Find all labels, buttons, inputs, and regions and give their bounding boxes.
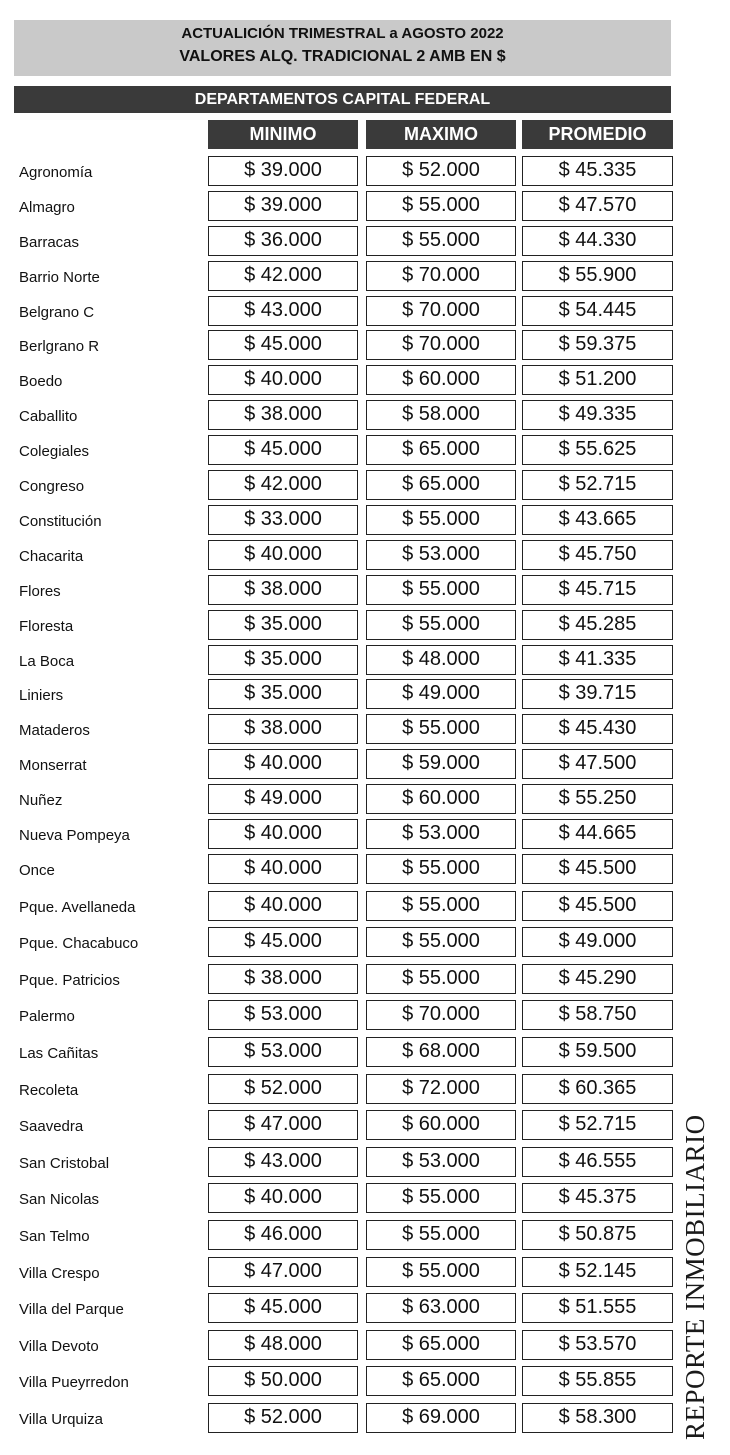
max-value-cell: $ 55.000 [366,1220,516,1250]
avg-value-cell: $ 52.715 [522,1110,673,1140]
max-value-cell: $ 55.000 [366,1183,516,1213]
min-value-cell: $ 53.000 [208,1037,358,1067]
max-value-cell: $ 55.000 [366,505,516,535]
min-value-cell: $ 38.000 [208,714,358,744]
min-value-cell: $ 40.000 [208,854,358,884]
min-value-cell: $ 40.000 [208,891,358,921]
min-value-cell: $ 35.000 [208,610,358,640]
avg-value-cell: $ 45.715 [522,575,673,605]
max-value-cell: $ 65.000 [366,1366,516,1396]
avg-value-cell: $ 45.375 [522,1183,673,1213]
min-value-cell: $ 46.000 [208,1220,358,1250]
neighborhood-name: Villa Devoto [19,1338,99,1355]
avg-value-cell: $ 55.855 [522,1366,673,1396]
neighborhood-name: Palermo [19,1008,75,1025]
table-row [0,854,690,884]
column-header-min: MINIMO [208,120,358,149]
table-row [0,191,690,221]
avg-value-cell: $ 45.335 [522,156,673,186]
avg-value-cell: $ 45.750 [522,540,673,570]
table-row [0,330,690,360]
table-row [0,1037,690,1067]
avg-value-cell: $ 59.500 [522,1037,673,1067]
min-value-cell: $ 40.000 [208,540,358,570]
table-row [0,1293,690,1323]
min-value-cell: $ 35.000 [208,679,358,709]
table-row [0,964,690,994]
avg-value-cell: $ 44.665 [522,819,673,849]
min-value-cell: $ 35.000 [208,645,358,675]
neighborhood-name: Villa Urquiza [19,1411,103,1428]
table-row [0,400,690,430]
avg-value-cell: $ 41.335 [522,645,673,675]
column-header-max: MAXIMO [366,120,516,149]
min-value-cell: $ 53.000 [208,1000,358,1030]
table-row [0,575,690,605]
avg-value-cell: $ 59.375 [522,330,673,360]
avg-value-cell: $ 45.500 [522,854,673,884]
neighborhood-name: Floresta [19,618,74,635]
max-value-cell: $ 55.000 [366,964,516,994]
neighborhood-name: Nuñez [19,792,63,809]
max-value-cell: $ 70.000 [366,330,516,360]
max-value-cell: $ 70.000 [366,261,516,291]
avg-value-cell: $ 47.500 [522,749,673,779]
table-row [0,505,690,535]
avg-value-cell: $ 44.330 [522,226,673,256]
max-value-cell: $ 65.000 [366,435,516,465]
avg-value-cell: $ 46.555 [522,1147,673,1177]
table-row [0,784,690,814]
table-row [0,927,690,957]
neighborhood-name: Chacarita [19,548,84,565]
neighborhood-name: Villa Crespo [19,1265,100,1282]
max-value-cell: $ 55.000 [366,891,516,921]
neighborhood-name: Barrio Norte [19,269,100,286]
max-value-cell: $ 48.000 [366,645,516,675]
min-value-cell: $ 40.000 [208,365,358,395]
max-value-cell: $ 53.000 [366,540,516,570]
max-value-cell: $ 65.000 [366,1330,516,1360]
max-value-cell: $ 55.000 [366,854,516,884]
table-row [0,645,690,675]
avg-value-cell: $ 52.715 [522,470,673,500]
min-value-cell: $ 47.000 [208,1110,358,1140]
avg-value-cell: $ 45.285 [522,610,673,640]
avg-value-cell: $ 50.875 [522,1220,673,1250]
min-value-cell: $ 43.000 [208,1147,358,1177]
min-value-cell: $ 38.000 [208,964,358,994]
max-value-cell: $ 55.000 [366,575,516,605]
min-value-cell: $ 40.000 [208,819,358,849]
min-value-cell: $ 45.000 [208,927,358,957]
avg-value-cell: $ 58.750 [522,1000,673,1030]
table-row [0,296,690,326]
max-value-cell: $ 55.000 [366,714,516,744]
avg-value-cell: $ 60.365 [522,1074,673,1104]
neighborhood-name: Pque. Avellaneda [19,899,136,916]
neighborhood-name: Almagro [19,199,75,216]
min-value-cell: $ 43.000 [208,296,358,326]
min-value-cell: $ 36.000 [208,226,358,256]
max-value-cell: $ 65.000 [366,470,516,500]
table-row [0,1220,690,1250]
avg-value-cell: $ 52.145 [522,1257,673,1287]
min-value-cell: $ 48.000 [208,1330,358,1360]
neighborhood-name: Nueva Pompeya [19,827,130,844]
neighborhood-name: Caballito [19,408,78,425]
neighborhood-name: Barracas [19,234,80,251]
avg-value-cell: $ 45.290 [522,964,673,994]
neighborhood-name: Constitución [19,513,102,530]
neighborhood-name: Once [19,862,55,879]
max-value-cell: $ 72.000 [366,1074,516,1104]
avg-value-cell: $ 45.500 [522,891,673,921]
min-value-cell: $ 52.000 [208,1074,358,1104]
avg-value-cell: $ 58.300 [522,1403,673,1433]
min-value-cell: $ 50.000 [208,1366,358,1396]
max-value-cell: $ 70.000 [366,1000,516,1030]
table-row [0,156,690,186]
table-row [0,435,690,465]
neighborhood-name: Recoleta [19,1082,79,1099]
section-banner: DEPARTAMENTOS CAPITAL FEDERAL [14,86,671,113]
min-value-cell: $ 39.000 [208,191,358,221]
max-value-cell: $ 52.000 [366,156,516,186]
min-value-cell: $ 45.000 [208,330,358,360]
max-value-cell: $ 59.000 [366,749,516,779]
max-value-cell: $ 55.000 [366,191,516,221]
table-row [0,365,690,395]
neighborhood-name: Villa Pueyrredon [19,1374,129,1391]
avg-value-cell: $ 49.000 [522,927,673,957]
neighborhood-name: Monserrat [19,757,87,774]
table-row [0,1403,690,1433]
neighborhood-name: San Nicolas [19,1191,100,1208]
column-header-avg: PROMEDIO [522,120,673,149]
max-value-cell: $ 55.000 [366,610,516,640]
watermark: REPORTE INMOBILIARIO [680,1114,710,1440]
max-value-cell: $ 63.000 [366,1293,516,1323]
max-value-cell: $ 55.000 [366,1257,516,1287]
neighborhood-name: Berlgrano R [19,338,100,355]
avg-value-cell: $ 53.570 [522,1330,673,1360]
neighborhood-name: Colegiales [19,443,90,460]
neighborhood-name: San Telmo [19,1228,90,1245]
avg-value-cell: $ 51.200 [522,365,673,395]
avg-value-cell: $ 51.555 [522,1293,673,1323]
max-value-cell: $ 60.000 [366,1110,516,1140]
table-row [0,891,690,921]
max-value-cell: $ 60.000 [366,365,516,395]
neighborhood-name: Pque. Chacabuco [19,935,139,952]
neighborhood-name: Agronomía [19,164,93,181]
table-row [0,470,690,500]
min-value-cell: $ 45.000 [208,435,358,465]
min-value-cell: $ 42.000 [208,261,358,291]
table-row [0,1330,690,1360]
table-row [0,749,690,779]
min-value-cell: $ 45.000 [208,1293,358,1323]
min-value-cell: $ 47.000 [208,1257,358,1287]
table-row [0,1147,690,1177]
table-row [0,1366,690,1396]
min-value-cell: $ 38.000 [208,575,358,605]
min-value-cell: $ 40.000 [208,749,358,779]
min-value-cell: $ 38.000 [208,400,358,430]
table-row [0,261,690,291]
avg-value-cell: $ 55.900 [522,261,673,291]
max-value-cell: $ 53.000 [366,1147,516,1177]
avg-value-cell: $ 49.335 [522,400,673,430]
avg-value-cell: $ 54.445 [522,296,673,326]
neighborhood-name: Mataderos [19,722,90,739]
avg-value-cell: $ 39.715 [522,679,673,709]
neighborhood-name: Liniers [19,687,64,704]
neighborhood-name: Congreso [19,478,85,495]
report-title-line2: VALORES ALQ. TRADICIONAL 2 AMB EN $ [179,48,506,65]
neighborhood-name: La Boca [19,653,75,670]
table-row [0,226,690,256]
table-row [0,1257,690,1287]
neighborhood-name: Flores [19,583,61,600]
min-value-cell: $ 39.000 [208,156,358,186]
neighborhood-name: San Cristobal [19,1155,110,1172]
avg-value-cell: $ 43.665 [522,505,673,535]
table-row [0,819,690,849]
neighborhood-name: Boedo [19,373,63,390]
table-row [0,540,690,570]
max-value-cell: $ 69.000 [366,1403,516,1433]
table-row [0,1074,690,1104]
avg-value-cell: $ 55.625 [522,435,673,465]
table-row [0,1183,690,1213]
table-row [0,714,690,744]
min-value-cell: $ 40.000 [208,1183,358,1213]
max-value-cell: $ 58.000 [366,400,516,430]
max-value-cell: $ 68.000 [366,1037,516,1067]
min-value-cell: $ 52.000 [208,1403,358,1433]
table-row [0,1110,690,1140]
max-value-cell: $ 55.000 [366,927,516,957]
table-row [0,1000,690,1030]
neighborhood-name: Villa del Parque [19,1301,124,1318]
table-row [0,679,690,709]
avg-value-cell: $ 45.430 [522,714,673,744]
min-value-cell: $ 49.000 [208,784,358,814]
table-row [0,610,690,640]
max-value-cell: $ 49.000 [366,679,516,709]
avg-value-cell: $ 47.570 [522,191,673,221]
neighborhood-name: Pque. Patricios [19,972,120,989]
min-value-cell: $ 33.000 [208,505,358,535]
max-value-cell: $ 60.000 [366,784,516,814]
neighborhood-name: Belgrano C [19,304,95,321]
neighborhood-name: Las Cañitas [19,1045,99,1062]
max-value-cell: $ 55.000 [366,226,516,256]
report-title-line1: ACTUALICIÓN TRIMESTRAL a AGOSTO 2022 [181,25,504,42]
neighborhood-name: Saavedra [19,1118,84,1135]
avg-value-cell: $ 55.250 [522,784,673,814]
max-value-cell: $ 70.000 [366,296,516,326]
max-value-cell: $ 53.000 [366,819,516,849]
min-value-cell: $ 42.000 [208,470,358,500]
